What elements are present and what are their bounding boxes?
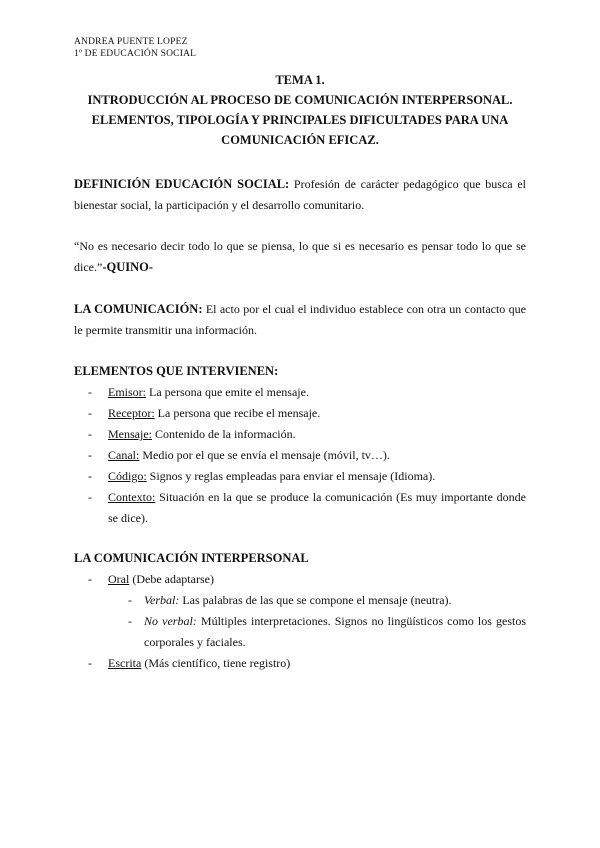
element-term: Contexto:: [108, 490, 156, 504]
nonverbal-text: Múltiples interpretaciones. Signos no lingüísticos como los gestos corporales y faciales.: [144, 614, 527, 649]
verbal-term: Verbal:: [144, 593, 180, 607]
list-dash: -: [88, 572, 92, 586]
list-dash: -: [88, 406, 92, 420]
list-item: [74, 487, 526, 529]
definition-text: Profesión de carácter pedagógico que busca el bienestar social, la participación y el desarrollo comunitario.: [74, 177, 526, 212]
list-item: [74, 611, 526, 653]
element-term: Mensaje:: [108, 427, 152, 441]
title-line-2: INTRODUCCIÓN AL PROCESO DE COMUNICACIÓN INTERPERSONAL.: [87, 93, 513, 107]
list-item: [74, 569, 526, 590]
list-dash: -: [88, 385, 92, 399]
nonverbal-term: No verbal:: [144, 614, 197, 628]
list-dash: -: [88, 469, 92, 483]
communication-label: LA COMUNICACIÓN:: [74, 302, 203, 316]
list-dash: -: [128, 593, 132, 607]
element-term: Receptor:: [108, 406, 155, 420]
list-item: [74, 382, 526, 403]
list-item: [74, 445, 526, 466]
oral-term: Oral: [108, 572, 130, 586]
list-item: [74, 466, 526, 487]
elements-list: [74, 382, 526, 529]
element-text: La persona que emite el mensaje.: [146, 385, 309, 399]
definition-paragraph: [74, 174, 526, 216]
author-name: ANDREA PUENTE LOPEZ: [74, 37, 188, 47]
communication-paragraph: [74, 299, 526, 341]
elements-section: [74, 361, 526, 529]
list-dash: -: [88, 427, 92, 441]
elements-heading: ELEMENTOS QUE INTERVIENEN:: [74, 364, 279, 378]
quote-text: “No es necesario decir todo lo que se piensa, lo que si es necesario es pensar todo lo que se dice.”: [74, 239, 526, 274]
interpersonal-section: [74, 548, 526, 674]
title-line-4: COMUNICACIÓN EFICAZ.: [221, 133, 379, 147]
element-text: Signos y reglas empleadas para enviar el mensaje (Idioma).: [146, 469, 436, 483]
list-item: [74, 590, 526, 611]
list-item: [74, 653, 526, 674]
list-dash: -: [88, 448, 92, 462]
list-item: [74, 424, 526, 445]
definition-label: DEFINICIÓN EDUCACIÓN SOCIAL:: [74, 177, 290, 191]
list-dash: -: [88, 490, 92, 504]
quote-paragraph: [74, 236, 526, 278]
element-text: Medio por el que se envía el mensaje (móvil, tv…).: [139, 448, 390, 462]
quote-author: -QUINO-: [102, 260, 154, 274]
element-text: La persona que recibe el mensaje.: [154, 406, 321, 420]
document-title: [60, 70, 540, 150]
element-text: Contenido de la información.: [152, 427, 296, 441]
list-item: [74, 403, 526, 424]
list-dash: -: [88, 656, 92, 670]
interpersonal-list: [74, 569, 526, 674]
oral-text: (Debe adaptarse): [129, 572, 214, 586]
course-name: 1º DE EDUCACIÓN SOCIAL: [74, 49, 197, 59]
written-text: (Más científico, tiene registro): [141, 656, 291, 670]
element-text: Situación en la que se produce la comunicación (Es muy importante donde se dice).: [108, 490, 526, 525]
element-term: Código:: [108, 469, 147, 483]
title-line-1: TEMA 1.: [275, 73, 325, 87]
list-dash: -: [128, 614, 132, 628]
written-term: Escrita: [108, 656, 142, 670]
interpersonal-heading: LA COMUNICACIÓN INTERPERSONAL: [74, 551, 309, 565]
page-header: [74, 36, 196, 60]
verbal-text: Las palabras de las que se compone el mensaje (neutra).: [179, 593, 452, 607]
title-line-3: ELEMENTOS, TIPOLOGÍA Y PRINCIPALES DIFICULTADES PARA UNA: [91, 113, 509, 127]
element-term: Emisor:: [108, 385, 146, 399]
element-term: Canal:: [108, 448, 140, 462]
communication-text: El acto por el cual el individuo establece con otra un contacto que le permite transmitir una información.: [74, 302, 526, 337]
